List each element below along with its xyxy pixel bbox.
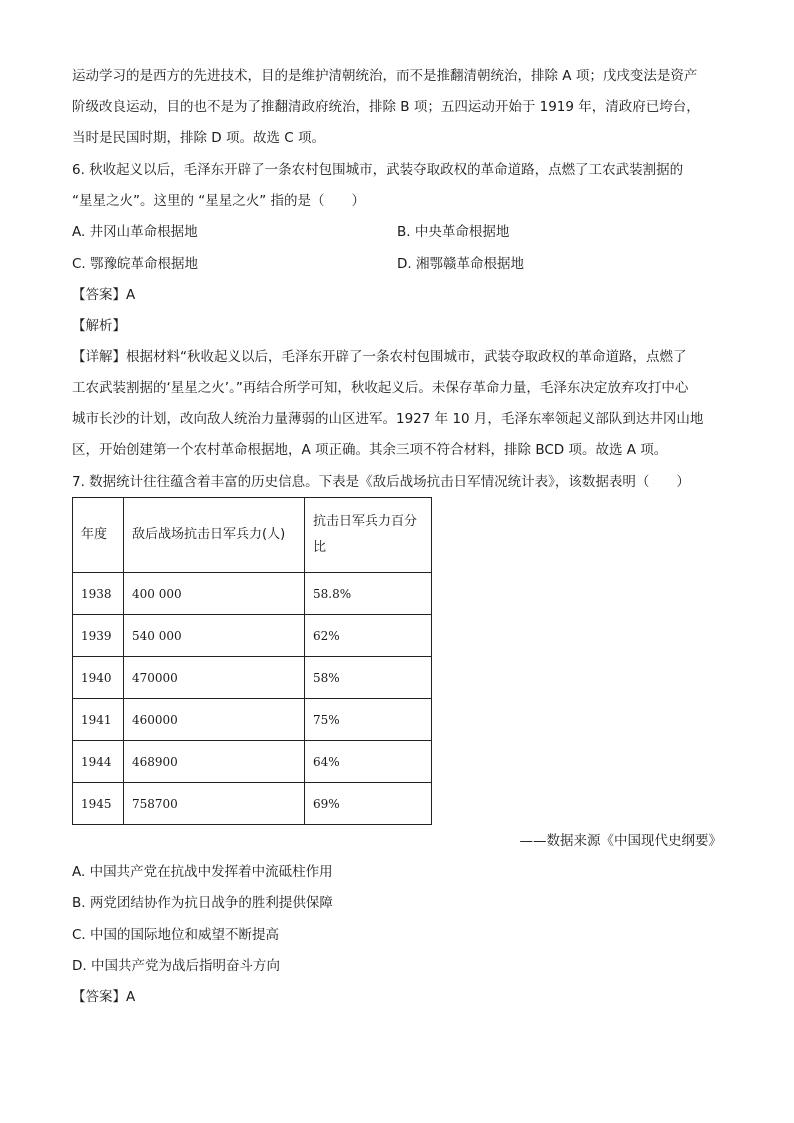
q6-detail-line-1: 【详解】根据材料“秋收起义以后，毛泽东开辟了一条农村包围城市，武装夺取政权的革命道路，点燃了: [72, 349, 687, 365]
cell-year: 1945: [73, 783, 124, 825]
q7-option-c: C. 中国的国际地位和威望不断提高: [72, 927, 280, 943]
header-troops: 敌后战场抗击日军兵力(人): [124, 498, 305, 573]
table-row: [73, 615, 432, 657]
cell-troops: 468900: [124, 741, 305, 783]
q6-option-c: C. 鄂豫皖革命根据地: [72, 256, 199, 272]
q6-option-b: B. 中央革命根据地: [397, 224, 510, 240]
cell-year: 1940: [73, 657, 124, 699]
cell-percent: 75%: [305, 699, 432, 741]
cell-percent: 58%: [305, 657, 432, 699]
statistics-table: [72, 497, 432, 825]
cell-percent: 58.8%: [305, 573, 432, 615]
header-year: 年度: [73, 498, 124, 573]
q7-option-d: D. 中国共产党为战后指明奋斗方向: [72, 958, 280, 974]
q7-option-a: A. 中国共产党在抗战中发挥着中流砥柱作用: [72, 864, 333, 880]
header-percent: 抗击日军兵力百分比: [305, 498, 432, 573]
q6-detail-line-4: 区，开始创建第一个农村革命根据地，A 项正确。其余三项不符合材料，排除 BCD 项。故选 A 项。: [72, 442, 668, 458]
cell-troops: 758700: [124, 783, 305, 825]
cell-percent: 69%: [305, 783, 432, 825]
intro-line-1: 运动学习的是西方的先进技术，目的是维护清朝统治，而不是推翻清朝统治，排除 A 项；戊戌变法是资产: [72, 68, 698, 84]
cell-troops: 400 000: [124, 573, 305, 615]
q6-detail-line-3: 城市长沙的计划，改向敌人统治力量薄弱的山区进军。1927 年 10 月，毛泽东率领起义部队到达井冈山地: [72, 411, 704, 427]
q6-analysis-label: 【解析】: [72, 318, 126, 334]
cell-year: 1939: [73, 615, 124, 657]
table-row: [73, 657, 432, 699]
table-row: [73, 783, 432, 825]
q6-stem-line-1: 6. 秋收起义以后，毛泽东开辟了一条农村包围城市，武装夺取政权的革命道路，点燃了工农武装割据的: [72, 162, 684, 178]
table-row: [73, 741, 432, 783]
q7-option-b: B. 两党团结协作为抗日战争的胜利提供保障: [72, 895, 333, 911]
cell-troops: 540 000: [124, 615, 305, 657]
q7-stem: 7. 数据统计往往蕴含着丰富的历史信息。下表是《敌后战场抗击日军情况统计表》，该数据表明（ ）: [72, 474, 690, 490]
q7-answer: 【答案】A: [72, 989, 136, 1005]
table-row: [73, 699, 432, 741]
q6-option-a: A. 井冈山革命根据地: [72, 224, 198, 240]
q6-stem-line-2: “星星之火”。这里的 “星星之火” 指的是（ ）: [72, 193, 366, 209]
intro-line-3: 当时是民国时期，排除 D 项。故选 C 项。: [72, 130, 325, 146]
table-header-row: [73, 498, 432, 573]
cell-percent: 64%: [305, 741, 432, 783]
cell-troops: 470000: [124, 657, 305, 699]
q6-option-d: D. 湘鄂赣革命根据地: [397, 256, 524, 272]
intro-line-2: 阶级改良运动，目的也不是为了推翻清政府统治，排除 B 项；五四运动开始于 1919 年，清政府已垮台，: [72, 99, 700, 115]
q6-detail-line-2: 工农武装割据的‘星星之火’。”再结合所学可知，秋收起义后。未保存革命力量，毛泽东决定放弃攻打中心: [72, 380, 689, 396]
cell-year: 1941: [73, 699, 124, 741]
table-row: [73, 573, 432, 615]
cell-percent: 62%: [305, 615, 432, 657]
cell-year: 1938: [73, 573, 124, 615]
cell-troops: 460000: [124, 699, 305, 741]
cell-year: 1944: [73, 741, 124, 783]
q6-answer: 【答案】A: [72, 287, 136, 303]
table-source: ——数据来源《中国现代史纲要》: [519, 833, 722, 849]
